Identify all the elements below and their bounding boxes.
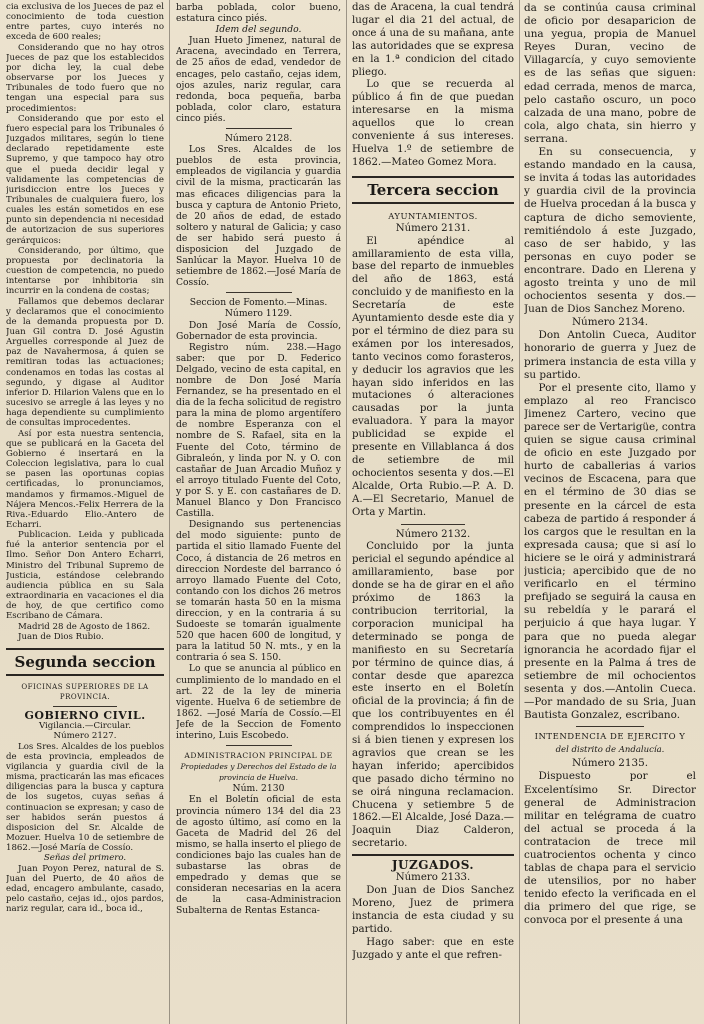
column-1 bbox=[6, 2, 164, 1020]
paragraph: Fallamos que debemos declarar y declaramos que el conocimiento de la demanda propuesta por D. Juan Gil contra D. José Agustin Arguelles corresponde al Juez de paz de Navahermosa, á quien se remitiran todas las actuaciones; condenamos en todas las costas al segundo, y digase al Auditor inferior D. Hilarion Valens que en lo sucesivo se arregle á las leyes y no haga dependiente su cumplimiento de consultas improcedentes. bbox=[6, 296, 164, 429]
intendencia-subtitle: del distrito de Andalucía. bbox=[555, 745, 665, 756]
paragraph: Juan Hueto Jimenez, natural de Aracena, avecindado en Terrera, de 25 años de edad, vendedor de encages, pelo castaño, cejas idem, ojos azules, nariz regular, cara redonda, boca pequeña, barba poblada, color claro, estatura cinco piés. bbox=[176, 35, 341, 124]
number-heading: Número 1129. bbox=[224, 308, 293, 320]
divider bbox=[352, 854, 514, 856]
divider bbox=[226, 745, 292, 746]
paragraph: Lo que se anuncia al público en cumplimiento de lo mandado en el art. 22 de la ley de mineria vigente. Huelva 6 de setiembre de 1862. —José María de Cossío.—El Jefe de la Seccion de Fomento interino, Luis Escobedo. bbox=[176, 663, 341, 741]
column-divider bbox=[169, 0, 170, 1024]
divider bbox=[226, 128, 292, 129]
column-3 bbox=[352, 2, 514, 1020]
paragraph: Juan Poyon Perez, natural de S. Juan del Puerto, de 40 años de edad, encagero ambulante, casado, pelo castaño, cejas id., ojos pardos, nariz regular, cara id., boca id., bbox=[6, 863, 164, 915]
paragraph: cia exclusiva de los Jueces de paz el conocimiento de toda cuestion entre partes, cuyo interés no exceda de 600 reales; bbox=[6, 2, 164, 43]
number-heading: Número 2127. bbox=[53, 731, 117, 742]
paragraph: Así por esta nuestra sentencia, que se publicará en la Gaceta del Gobierno é insertará en la Coleccion legislativa, para lo cual se pasen las oportunas copias certificadas, lo pronunciamos, mandamos y firmamos.-Miguel de Nájera Mencos.-Felix Herrera de la Riva.-Eduardo Elio.-Antero de Echarri. bbox=[6, 428, 164, 530]
section-title: Tercera seccion bbox=[352, 176, 514, 204]
number-heading: Número 2133. bbox=[395, 872, 471, 884]
paragraph: Dispuesto por el Excelentísimo Sr. Director general de Administracion militar en telégrama de cuatro del actual se proceda á la contratacion de trece mil cuatrocientos ochenta y cinco tablas de chapa para el servicio de utensilios, por no haber tenido efecto la verificada en el dia primero del que rige, se convoca por el presente á una bbox=[524, 770, 696, 927]
ayuntamientos-title: AYUNTAMIENTOS. bbox=[388, 210, 478, 221]
paragraph: El apéndice al amillaramiento de esta villa, base del reparto de inmuebles del año de 1863, está concluido y de manifiesto en la Secretaría de este Ayuntamiento desde este dia y por el término de diez para su exámen por los interesados, tanto vecinos como forasteros, y deducir los agravios que les hayan sido inferidos en las mutaciones ó alteraciones causadas por la junta evaluadora. Y para la mayor publicidad se expide el presente en Villablanca á dos de setiembre de mil ochocientos sesenta y dos.—El Alcalde, Orta Rubio.—P. A. D. A.—El Secretario, Manuel de Orta y Martin. bbox=[352, 235, 514, 518]
divider bbox=[401, 524, 466, 525]
paragraph: Publicacion. Leida y publicada fué la anterior sentencia por el Ilmo. Señor Don Antero Echarri, Ministro del Tribunal Supremo de Justicia, estándose celebrando audiencia pública en su Sala extraordinaria en vacaciones el dia de hoy, de que certifico como Escribano de Cámara. bbox=[6, 530, 164, 622]
paragraph: Los Sres. Alcaldes de los pueblos de esta provincia, empleados de vigilancia y guardia civil de la misma, practicarán las mas eficaces diligencias para la busca y captura de los sugetos, cuyas señas á continuacion se expresan; y caso de ser habidos serán puestos á disposicion del Sr. Alcalde de Mozuer. Huelva 10 de setiembre de 1862.—José María de Cossío. bbox=[6, 741, 164, 854]
admin-title: ADMINISTRACION PRINCIPAL DE bbox=[184, 751, 333, 761]
paragraph: Don José María de Cossío, Gobernador de esta provincia. bbox=[176, 319, 341, 342]
gobierno-title: GOBIERNO CIVIL. bbox=[24, 709, 146, 723]
paragraph: Hago saber: que en este Juzgado y ante el que refren- bbox=[352, 936, 514, 961]
signer: Juan de Dios Rubio. bbox=[18, 631, 104, 642]
paragraph: Los Sres. Alcaldes de los pueblos de esta provincia, empleados de vigilancia y guardia civil de la misma, practicarán las mas eficaces diligencias para la busca y captura de Antonio Prieto, de 20 años de edad, de estado soltero y natural de Galicia; y caso de ser habido será puesto á disposicion del Juzgado de Sanlúcar la Mayor. Huelva 10 de setiembre de 1862.—José María de Cossío. bbox=[176, 144, 341, 289]
paragraph: Considerando que por esto el fuero especial para los Tribunales ó Juzgados militares, según lo tiene declarado repetidamente este Supremo, y que tampoco hay otro que el pueda decidir legal y validamente las competencias de jurisdiccion entre los Jueces y Tribunales de cualquiera fuero, los cuales les están sometidos en ese punto sin dependencia ni necesidad de autorizacion de sus superiores gerárquicos: bbox=[6, 113, 164, 246]
subheading: Seccion de Fomento.—Minas. bbox=[189, 297, 328, 309]
divider bbox=[53, 706, 116, 707]
paragraph: Don Antolin Cueca, Auditor honorario de guerra y Juez de primera instancia de esta villa y su partido. bbox=[524, 329, 696, 381]
paragraph: Don Juan de Dios Sanchez Moreno, Juez de primera instancia de esta ciudad y su partido. bbox=[352, 885, 514, 935]
paragraph: das de Aracena, la cual tendrá lugar el dia 21 del actual, de once á una de su mañana, ante las autoridades que se expresa en la 1.ª condicion del citado pliego. bbox=[352, 2, 514, 78]
subheading: Idem del segundo. bbox=[215, 24, 302, 36]
number-heading: Número 2134. bbox=[571, 316, 649, 329]
number-heading: Número 2132. bbox=[395, 528, 471, 540]
paragraph: Considerando, por último, que propuesta por declinatoria la cuestion de competencia, no puedo intentarse por inhibitoria sin incurrir en la condena de costas; bbox=[6, 245, 164, 297]
column-2 bbox=[176, 2, 341, 1020]
paragraph: Designando sus pertenencias del modo siguiente: punto de partida el sitio llamado Fuente del Coco, á distancia de 26 metros en direccion Nordeste del barranco ó arroyo llamado Fuente del Coto, contando con los dichos 26 metros se tomarán hasta 50 en la misma direccion, y en la contraria á su Sudoeste se tomarán igualmente 520 que hacen 600 de longitud, y para la latitud 50 N. mts., y en la contraria ó sea S. 150. bbox=[176, 519, 341, 664]
number-heading: Número 2128. bbox=[224, 133, 293, 145]
date-line: Madrid 28 de Agosto de 1862. bbox=[18, 621, 151, 632]
divider bbox=[576, 726, 645, 727]
paragraph: Por el presente cito, llamo y emplazo al reo Francisco Jimenez Cartero, vecino que parece ser de Vertarigüe, contra quien se sigue causa criminal de oficio en este Juzgado por hurto de caballerias á varios vecinos de Escacena, para que en el término de 30 dias se presente en la cárcel de esta cabeza de partido á responder á los cargos que le resultan en la expresada causa; que si así lo hiciere se le oirá y administrará justicia; apercibido que de no verificarlo en el término prefijado se seguirá la causa en su rebeldía y le parará el perjuicio á que haya lugar. Y para que no pueda alegar ignorancia he acordado fijar el presente en la Palma á tres de setiembre de mil ochocientos sesenta y dos.—Antolin Cueca.—Por mandado de su Sria, Juan Bautista Gonzalez, escribano. bbox=[524, 381, 696, 722]
column-4 bbox=[524, 2, 696, 1020]
paragraph: Lo que se recuerda al público á fin de que puedan interesarse en la misma aquellos que lo crean conveniente á sus intereses. Huelva 1.º de setiembre de 1862.—Mateo Gomez Mora. bbox=[352, 79, 514, 168]
juzgados-title: JUZGADOS. bbox=[391, 858, 475, 873]
paragraph: En el Boletín oficial de esta provincia número 134 del dia 23 de agosto último, así como en la Gaceta de Madrid del 26 del mismo, se halla inserto el pliego de condiciones bajo las cuales han de subastarse las obras de empedrado y demas que se consideran necesarias en la acera de la casa-Administracion Subalterna de Rentas Estanca- bbox=[176, 794, 341, 917]
number-heading: Número 2135. bbox=[571, 757, 649, 770]
paragraph: En su consecuencia, y estando mandado en la causa, se invita á todas las autoridades y guardia civil de la provincia de Huelva procedan á la busca y captura de dicho semoviente, remitiéndolo á este Juzgado, caso de ser habido, y las personas en cuyo poder se encontrare. Dado en Llerena y agosto treinta y uno de mil ochocientos sesenta y dos.—Juan de Dios Sanchez Moreno. bbox=[524, 146, 696, 316]
paragraph: barba poblada, color bueno, estatura cinco piés. bbox=[176, 2, 341, 25]
number-heading: Número 2131. bbox=[395, 222, 471, 234]
paragraph: Concluido por la junta pericial el segundo apéndice al amillaramiento, base por donde se ha de girar en el año próximo de 1863 la contribucion territorial, la corporacion municipal ha determinado se ponga de manifiesto en su Secretaría por término de quince dias, á contar desde que aparezca este inserto en el Boletín oficial de la provincia; á fin de que los contribuyentes en él comprendidos lo inspeccionen si á bien tienen y expresen los agravios que crean se les hayan inferido; apercibidos que pasado dicho término no se oirá ninguna reclamacion. Chucena y setiembre 5 de 1862.—El Alcalde, José Daza.—Joaquin Diaz Calderon, secretario. bbox=[352, 541, 514, 850]
vigilancia-title: Vigilancia.—Circular. bbox=[38, 721, 132, 732]
divider bbox=[226, 292, 292, 293]
paragraph: Considerando que no hay otros Jueces de paz que los establecidos por dicha ley, la cual debe observarse por los Jueces y Tribunales de todo fuero que no tengan una especial para sus procedimientos: bbox=[6, 42, 164, 114]
office-title: OFICINAS SUPERIORES DE LA PROVINCIA. bbox=[21, 681, 149, 701]
number-heading: Núm. 2130 bbox=[232, 783, 285, 795]
section-title: Segunda seccion bbox=[6, 648, 164, 676]
column-divider bbox=[346, 0, 347, 1024]
subheading: Señas del primero. bbox=[43, 853, 127, 864]
intendencia-title: INTENDENCIA DE EJERCITO Y bbox=[534, 732, 686, 743]
paragraph: Registro núm. 238.—Hago saber: que por D. Federico Delgado, vecino de esta capital, en nombre de Don José María Fernandez, se ha presentado en el dia de la fecha solicitud de registro para la mina de plomo argentífero de nombre Esperanza con el nombre de S. Rafael, sita en la Fuente del Coto, término de Gibraleón, y linda por N. y O. con castañar de Juan Arcadio Muñoz y el arroyo titulado Fuente del Coto, y por S. y E. con castañares de D. Manuel Blanco y Don Francisco Castilla. bbox=[176, 341, 341, 520]
paragraph: da se continúa causa criminal de oficio por desaparicion de una yegua, propia de Manuel Reyes Duran, vecino de Villagarcía, y cuyo semoviente es de las señas que siguen: edad cerrada, menos de marca, pelo castaño oscuro, un poco calzada de una mano, pobre de cola, algo chata, sin hierro y serrana. bbox=[524, 2, 696, 145]
column-divider bbox=[519, 0, 520, 1024]
admin-subtitle: Propiedades y Derechos del Estado de la provincia de Huelva. bbox=[180, 762, 337, 783]
